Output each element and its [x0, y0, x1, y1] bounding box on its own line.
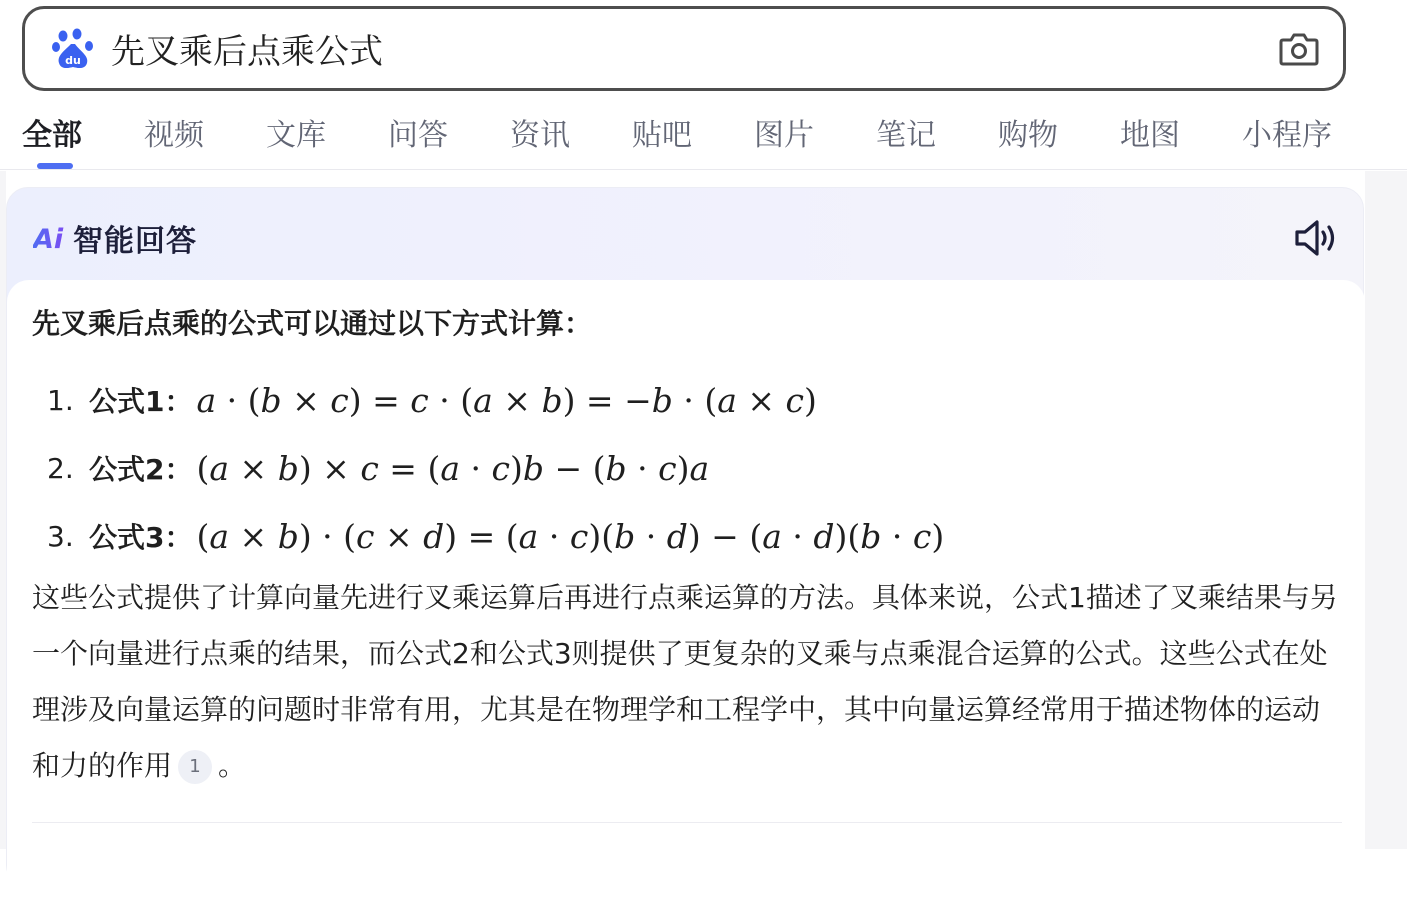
tab-qa[interactable]: 问答: [388, 118, 448, 153]
ai-logo-icon: [33, 224, 69, 252]
tab-map[interactable]: 地图: [1120, 118, 1180, 153]
tab-images[interactable]: 图片: [754, 118, 814, 153]
formula-label: 公式3：: [89, 521, 193, 554]
baidu-paw-icon[interactable]: [51, 26, 97, 72]
ai-answer-title: 智能回答: [73, 224, 197, 259]
formula-item: [47, 444, 709, 492]
answer-text-end: 。: [218, 749, 247, 782]
camera-icon: [1279, 31, 1319, 67]
search-box[interactable]: [22, 6, 1346, 91]
page-background-right: [1365, 171, 1407, 849]
list-number: 1.: [47, 383, 74, 417]
tab-video[interactable]: 视频: [144, 118, 204, 153]
list-number: 2.: [47, 451, 74, 485]
answer-intro: 先叉乘后点乘的公式可以通过以下方式计算：: [32, 307, 593, 340]
search-tabs: [0, 98, 1407, 170]
formula-label: 公式1：: [89, 385, 193, 418]
formula-item: [47, 376, 817, 424]
formula-expression: (a × b) × c = (a · c)b − (b · c)a: [196, 448, 710, 488]
tab-notes[interactable]: 笔记: [876, 118, 936, 153]
answer-text: 这些公式提供了计算向量先进行叉乘运算后再进行点乘运算的方法。具体来说，公式1描述了叉乘结果与另一个向量进行点乘的结果，而公式2和公式3则提供了更复杂的叉乘与点乘混合运算的公式。这些公式在处理涉及向量运算的问题时非常有用，尤其是在物理学和工程学中，其中向量运算经常用于描述物体的运动和力的作用: [32, 581, 1338, 782]
speaker-icon[interactable]: [1293, 217, 1339, 259]
answer-paragraph: [32, 570, 1342, 794]
list-number: 3.: [47, 519, 74, 553]
tab-shopping[interactable]: 购物: [998, 118, 1058, 153]
formula-expression: (a × b) · (c × d) = (a · c)(b · d) − (a · d)(b · c): [196, 516, 945, 556]
tab-all[interactable]: 全部: [22, 118, 82, 153]
ai-answer-body: [7, 280, 1365, 900]
tab-tieba[interactable]: 贴吧: [632, 118, 692, 153]
ai-answer-card: [6, 187, 1364, 887]
formula-item: [47, 512, 944, 560]
ai-header: [33, 216, 197, 260]
divider: [32, 822, 1342, 823]
active-tab-indicator: [37, 163, 73, 169]
svg-text:Ai: Ai: [33, 224, 64, 252]
search-input[interactable]: [111, 29, 1277, 69]
formula-label: 公式2：: [89, 453, 193, 486]
tab-miniprogram[interactable]: 小程序: [1242, 118, 1332, 153]
tab-wenku[interactable]: 文库: [266, 118, 326, 153]
citation-badge[interactable]: 1: [178, 750, 212, 784]
search-bar: [22, 6, 1346, 91]
formula-expression: a · (b × c) = c · (a × b) = −b · (a × c): [196, 380, 817, 420]
tab-news[interactable]: 资讯: [510, 118, 570, 153]
svg-text:du: du: [65, 53, 81, 67]
camera-search-button[interactable]: [1277, 27, 1321, 71]
